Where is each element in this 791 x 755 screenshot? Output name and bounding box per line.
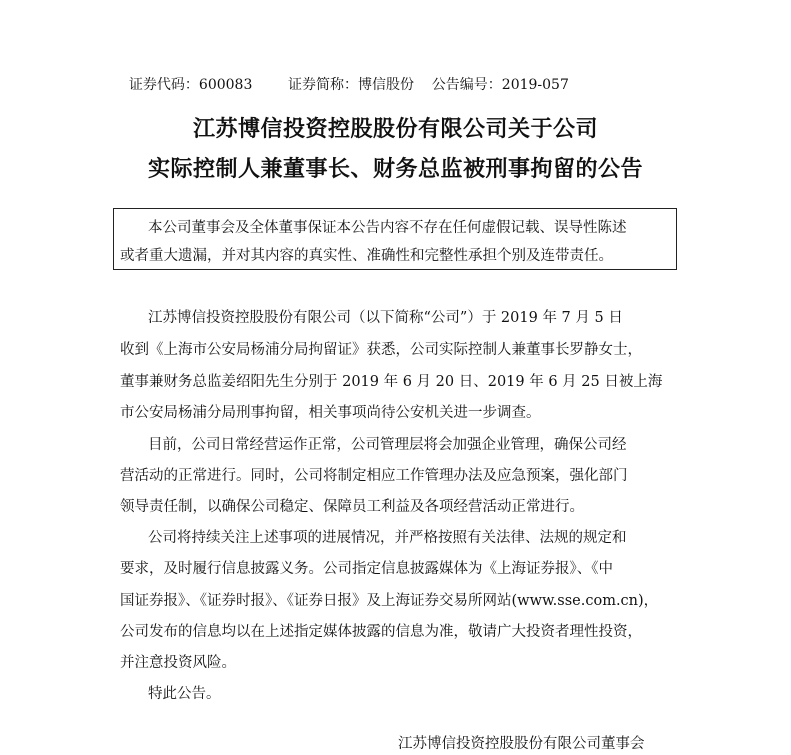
- paragraph-3-line-4: 公司发布的信息均以在上述指定媒体披露的信息为准，敬请广大投资者理性投资，: [120, 624, 642, 640]
- document-header: [120, 58, 569, 94]
- signature: 江苏博信投资控股股份有限公司董事会: [398, 736, 645, 752]
- paragraph-2-line-3: 领导责任制，以确保公司稳定、保障员工利益及各项经营活动正常进行。: [120, 499, 584, 515]
- paragraph-1-line-4: 市公安局杨浦分局刑事拘留，相关事项尚待公安机关进一步调查。: [120, 405, 541, 421]
- announcement-number: 公告编号：2019-057: [431, 77, 569, 93]
- paragraph-3-line-3: 国证券报》、《证券时报》、《证券日报》及上海证券交易所网站(www.sse.com.cn)，: [120, 593, 659, 609]
- paragraph-3-line-5: 并注意投资风险。: [120, 655, 236, 671]
- paragraph-1-line-2: 收到《上海市公安局杨浦分局拘留证》获悉，公司实际控制人兼董事长罗静女士，: [120, 342, 642, 358]
- paragraph-3-line-2: 要求，及时履行信息披露义务。公司指定信息披露媒体为《上海证券报》、《中: [120, 561, 613, 577]
- paragraph-2-line-1: 目前，公司日常经营运作正常，公司管理层将会加强企业管理，确保公司经: [148, 437, 627, 453]
- paragraph-1-line-1: 江苏博信投资控股股份有限公司（以下简称“公司”）于 2019 年 7 月 5 日: [148, 310, 623, 326]
- closing-line: 特此公告。: [148, 686, 221, 702]
- title-line-1: 江苏博信投资控股股份有限公司关于公司: [192, 117, 598, 142]
- paragraph-3-line-1: 公司将持续关注上述事项的进展情况，并严格按照有关法律、法规的规定和: [148, 530, 627, 546]
- paragraph-1-line-3: 董事兼财务总监姜绍阳先生分别于 2019 年 6 月 20 日、2019 年 6 月 25 日被上海: [120, 374, 663, 390]
- security-code: 证券代码：600083: [128, 77, 253, 93]
- notice-line-1: 本公司董事会及全体董事保证本公告内容不存在任何虚假记载、误导性陈述: [148, 220, 627, 236]
- security-abbr: 证券简称：博信股份: [287, 77, 414, 93]
- title-line-2: 实际控制人兼董事长、财务总监被刑事拘留的公告: [147, 157, 643, 182]
- notice-line-2: 或者重大遗漏，并对其内容的真实性、准确性和完整性承担个别及连带责任。: [120, 248, 613, 264]
- paragraph-2-line-2: 营活动的正常进行。同时，公司将制定相应工作管理办法及应急预案，强化部门: [120, 468, 628, 484]
